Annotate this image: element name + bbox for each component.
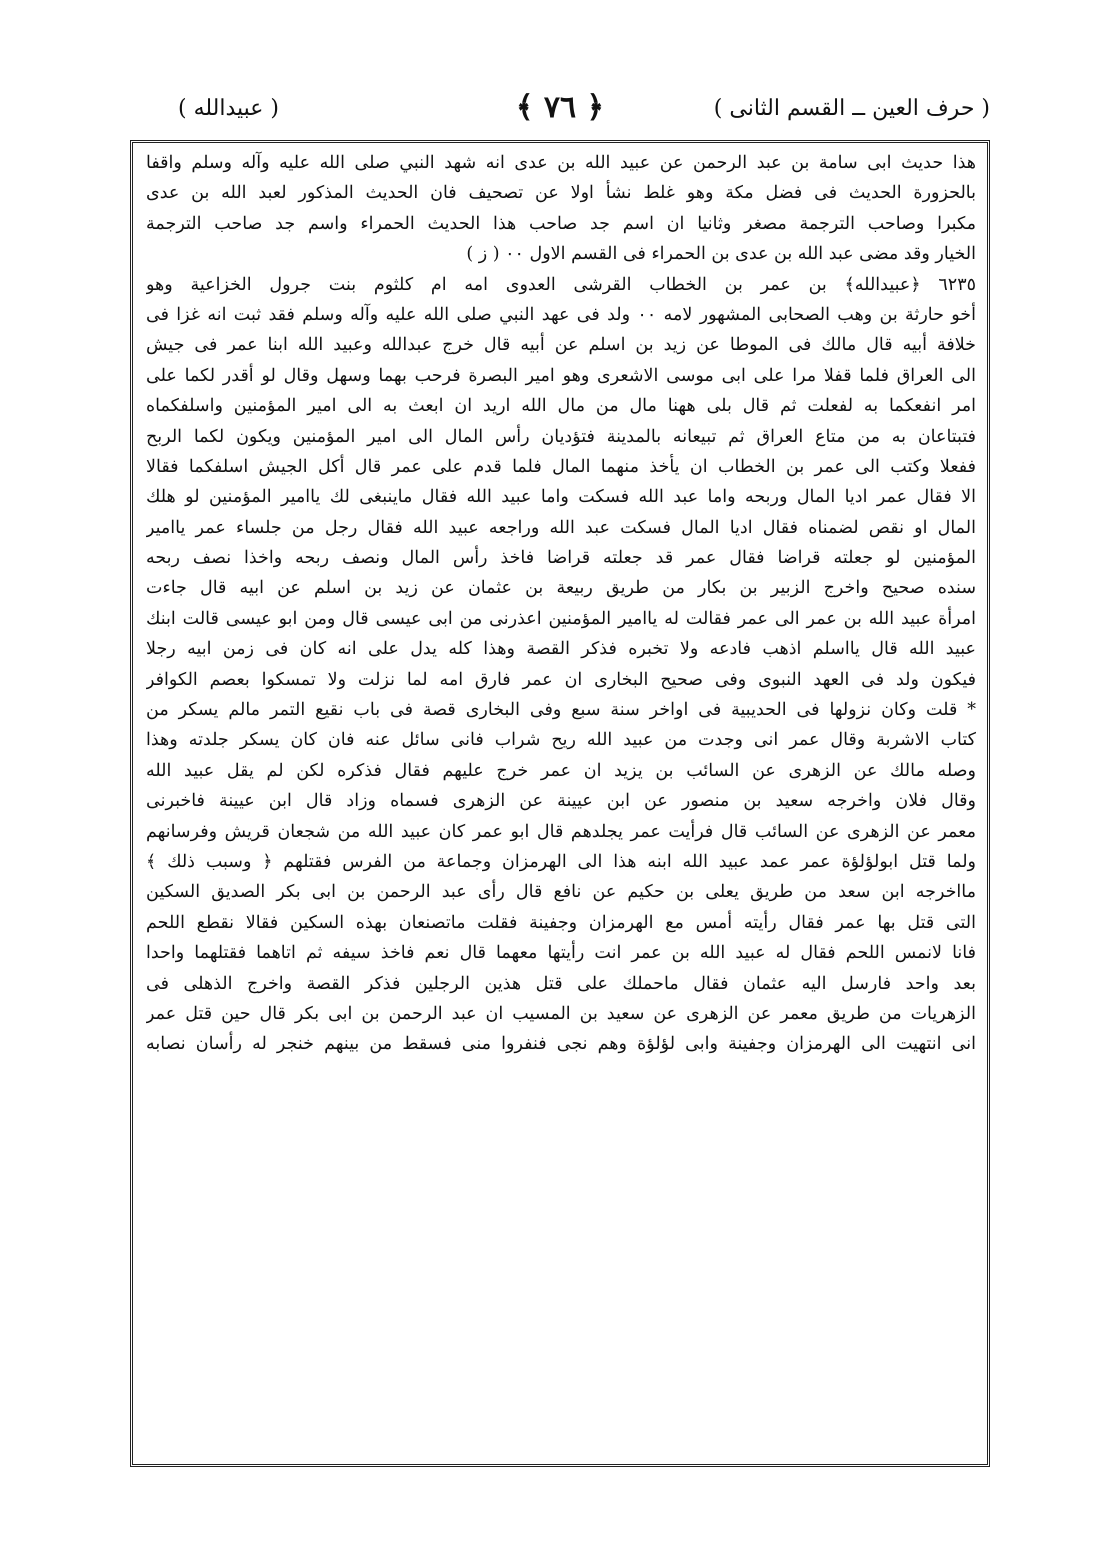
chapter-title: ( حرف العين ــ القسم الثانى )	[713, 96, 990, 121]
entry-heading-line: ٦٢٣٥ ﴿عبيدالله﴾ بن عمر بن الخطاب القرشى العدوى امه ام كلثوم بنت جرول الخزاعية وهو	[146, 274, 976, 295]
text-line: * قلت وكان نزولها فى الحديبية فى اواخر سنة سبع وفى البخارى قصة فى باب نقيع التمر مالم يسكر من	[146, 700, 976, 721]
page-header	[130, 88, 990, 138]
text-line: فتبتاعان به من متاع العراق ثم تبيعانه بالمدينة فتؤديان رأس المال الى امير المؤمنين ويكون لكما الربح	[146, 426, 976, 447]
text-line: أخو حارثة بن وهب الصحابى المشهور لامه ٠٠ ولد فى عهد النبي صلى الله عليه وآله وسلم فقد ثبت انه غزا فى	[146, 304, 976, 325]
text-line: عبيد الله قال يااسلم اذهب فادعه ولا تخبره فذكر القصة وهذا كله يدل على انه كان فى زمن ابيه رجلا	[146, 639, 976, 660]
text-line: الخيار وقد مضى عبد الله بن عدى بن الحمراء فى القسم الاول ٠٠ ( ز )	[466, 244, 976, 265]
text-line: بعد واحد فارسل اليه عثمان فقال ماحملك على قتل هذين الرجلين فذكر القصة واخرج الذهلى فى	[146, 973, 976, 994]
text-line: سنده صحيح واخرج الزبير بن بكار من طريق ربيعة بن عثمان عن زيد بن اسلم عن ابيه قال جاءت	[146, 578, 976, 599]
text-line: وقال فلان واخرجه سعيد بن منصور عن ابن عيينة عن الزهرى فسماه وزاد قال ابن عيينة فاخبرنى	[146, 791, 976, 812]
text-line: معمر عن الزهرى عن السائب قال فرأيت عمر يجلدهم قال ابو عمر كان عبيد الله من شجعان قريش وفرسانهم	[146, 821, 976, 842]
text-line: مكبرا وصاحب الترجمة مصغر وثانيا ان اسم جد صاحب هذا الحديث الحمراء واسم جد صاحب الترجمة	[146, 213, 976, 234]
text-line: كتاب الاشربة وقال عمر انى وجدت من عبيد الله ريح شراب فانى سائل عنه فان كان يسكر جلدته وهذا	[146, 730, 976, 751]
text-body	[146, 148, 976, 1060]
text-line: المؤمنين لو جعلته قراضا فقال عمر قد جعلته قراضا فاخذ رأس المال ونصف ربحه واخذا نصف ربحه	[146, 548, 976, 569]
text-line: خلافة أبيه قال مالك فى الموطا عن زيد بن اسلم عن أبيه قال خرج عبدالله وعبيد الله ابنا عمر فى جيش	[146, 335, 976, 356]
page-number: ﴿ ٧٦ ﴾	[515, 90, 605, 125]
text-line: فيكون ولد فى العهد النبوى وفى صحيح البخارى ان عمر فارق امه لما نزلت ولا تمسكوا بعصم الكوافر	[146, 669, 976, 690]
text-line: امر انفعكما به لفعلت ثم قال بلى ههنا مال من مال الله اريد ان ابعث به الى امير المؤمنين واسلفكماه	[146, 396, 976, 417]
text-line: وصله مالك عن الزهرى عن السائب بن يزيد ان عمر خرج عليهم فقال فذكره لكن لم يقل عبيد الله	[146, 760, 976, 781]
text-line: الى العراق فلما قفلا مرا على ابى موسى الاشعرى وهو امير البصرة فرحب بهما وسهل وقال لو أقدر لكما على	[146, 365, 976, 386]
text-line: انى انتهيت الى الهرمزان وجفينة وابى لؤلؤة وهم نجى فنفروا منى فسقط من بينهم خنجر له رأسان نصابه	[146, 1034, 976, 1055]
text-line: مااخرجه ابن سعد من طريق يعلى بن حكيم عن نافع قال رأى عبد الرحمن بن ابى بكر الصديق السكين	[146, 882, 976, 903]
text-line: امرأة عبيد الله بن عمر الى عمر فقالت له ياامير المؤمنين اعذرنى من ابى عيسى قال ومن ابو عيسى قالت ابنك	[146, 608, 976, 629]
text-line: الزهريات من طريق معمر عن الزهرى عن سعيد بن المسيب ان عبد الرحمن بن ابى بكر قال حين قتل عمر	[146, 1003, 976, 1024]
entry-title: ( عبيدالله )	[178, 96, 279, 121]
text-line: ولما قتل ابولؤلؤة عمر عمد عبيد الله ابنه هذا الى الهرمزان وجماعة من الفرس فقتلهم ﴿ وسبب ذلك ﴾	[146, 851, 976, 872]
text-line: التى قتل بها عمر فقال رأيته أمس مع الهرمزان وجفينة فقلت ماتصنعان بهذه السكين فقالا نقطع اللحم	[146, 912, 976, 933]
text-line: المال او نقص لضمناه فقال اديا المال فسكت عبد الله وراجعه عبيد الله فقال رجل من جلساء عمر ياامير	[146, 517, 976, 538]
text-line: هذا حديث ابى سامة بن عبد الرحمن عن عبيد الله بن عدى انه شهد النبي صلى الله عليه وآله وسلم واقفا	[146, 153, 976, 173]
text-line: الا فقال عمر اديا المال وربحه واما عبد الله فسكت واما عبيد الله فقال ماينبغى لك ياامير المؤمنين لو هلك	[146, 487, 976, 508]
text-line: ففعلا وكتب الى عمر بن الخطاب ان يأخذ منهما المال فلما قدم على عمر قال أكل الجيش اسلفكما فقالا	[146, 456, 976, 477]
text-line: بالحزورة الحديث فى فضل مكة وهو غلط نشأ اولا عن تصحيف فان الحديث المذكور لعبد الله بن عدى	[146, 183, 976, 204]
text-line: فانا لانمس اللحم فقال له عبيد الله بن عمر انت رأيتها معهما قال نعم فاخذ سيفه ثم اتاهما فقتلهما واحدا	[146, 943, 976, 964]
